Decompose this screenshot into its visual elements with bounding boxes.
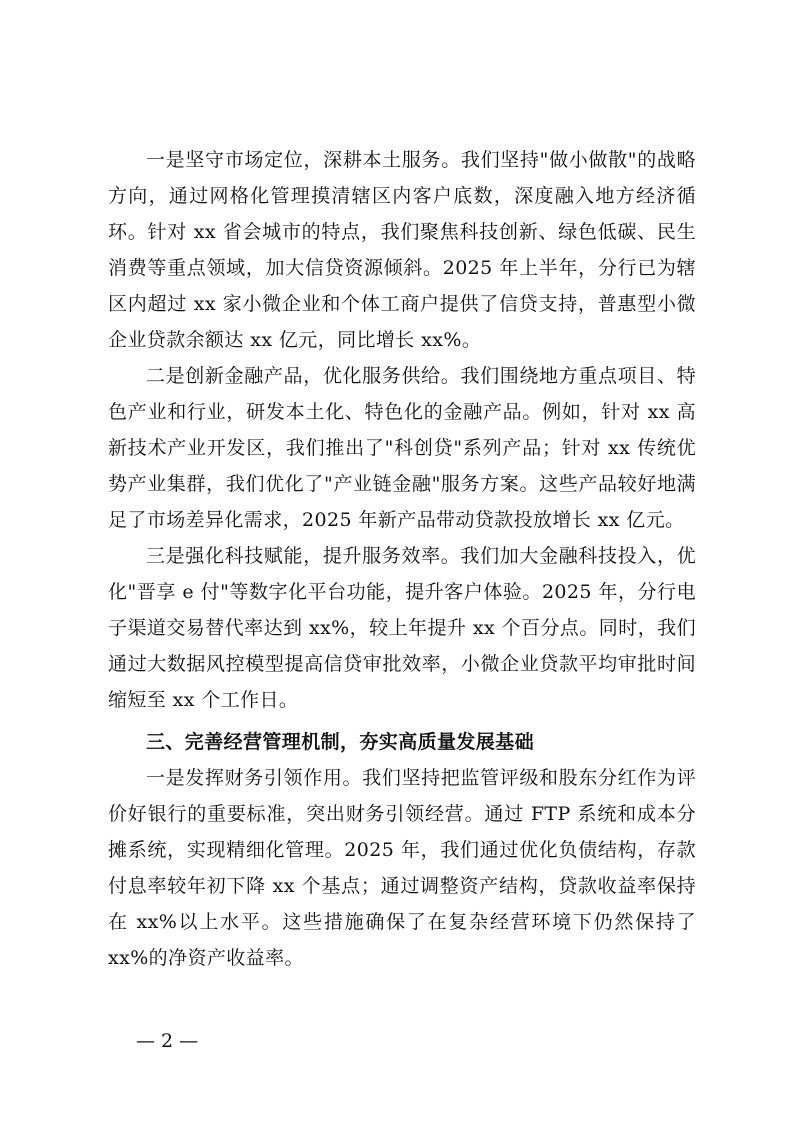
section-heading: 三、完善经营管理机制，夯实高质量发展基础 (146, 731, 535, 753)
page-number: — 2 — (136, 1030, 199, 1052)
paragraph-tech-empowerment: 三是强化科技赋能，提升服务效率。我们加大金融科技投入，优化"晋享 e 付"等数字化平台功能，提升客户体验。2025 年，分行电子渠道交易替代率达到 xx%，较上年提升 xx 个百分点。同时，我们通过大数据风控模型提高信贷审批效率，小微企业贷款平均审批时间缩短至 xx 个工作日。 (108, 545, 696, 711)
paragraph-market-positioning: 一是坚守市场定位，深耕本土服务。我们坚持"做小做散"的战略方向，通过网格化管理摸清辖区内客户底数，深度融入地方经济循环。针对 xx 省会城市的特点，我们聚焦科技创新、绿色低碳、民生消费等重点领域，加大信贷资源倾斜。2025 年上半年，分行已为辖区内超过 xx 家小微企业和个体工商户提供了信贷支持，普惠型小微企业贷款余额达 xx 亿元，同比增长 xx%。 (108, 149, 696, 351)
paragraph-financial-leadership: 一是发挥财务引领作用。我们坚持把监管评级和股东分红作为评价好银行的重要标准，突出财务引领经营。通过 FTP 系统和成本分摊系统，实现精细化管理。2025 年，我们通过优化负债结构，存款付息率较年初下降 xx 个基点；通过调整资产结构，贷款收益率保持在 xx%以上水平。这些措施确保了在复杂经营环境下仍然保持了 xx%的净资产收益率。 (108, 767, 696, 969)
paragraph-product-innovation: 二是创新金融产品，优化服务供给。我们围绕地方重点项目、特色产业和行业，研发本土化、特色化的金融产品。例如，针对 xx 高新技术产业开发区，我们推出了"科创贷"系列产品；针对 xx 传统优势产业集群，我们优化了"产业链金融"服务方案。这些产品较好地满足了市场差异化需求，2025 年新产品带动贷款投放增长 xx 亿元。 (108, 365, 696, 531)
document-body (108, 142, 696, 976)
